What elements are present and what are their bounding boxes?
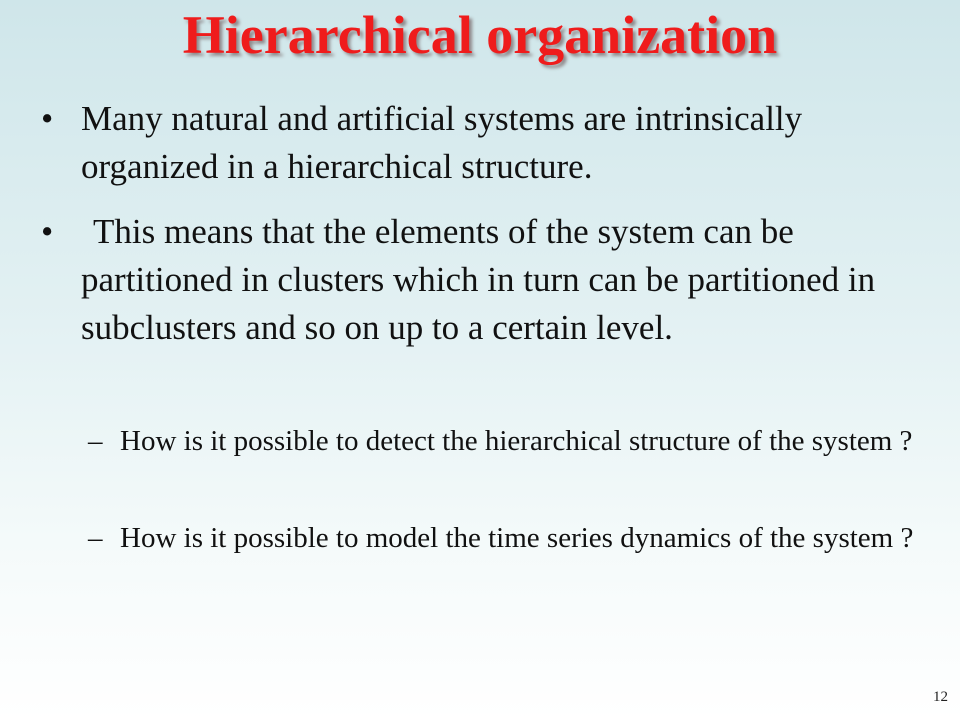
- sub-bullet-text: How is it possible to detect the hierarchical structure of the system ?: [120, 425, 913, 457]
- bullet-item-2: [41, 208, 911, 352]
- sub-bullet-item-2: [88, 517, 918, 559]
- sub-bullet-marker: –: [88, 425, 103, 457]
- slide-title: Hierarchical organization: [182, 5, 778, 65]
- sub-bullet-marker: –: [88, 522, 103, 554]
- page-number: 12: [933, 689, 948, 705]
- bullet-item-1: [41, 95, 911, 191]
- bullet-marker: •: [41, 99, 54, 138]
- sub-bullet-item-1: [88, 420, 918, 462]
- bullet-text: Many natural and artificial systems are intrinsically organized in a hierarchical structure.: [81, 99, 803, 186]
- sub-bullet-text: How is it possible to model the time series dynamics of the system ?: [120, 522, 914, 554]
- bullet-marker: •: [41, 212, 54, 251]
- bullet-text: This means that the elements of the system can be partitioned in clusters which in turn can be partitioned in subclusters and so on up to a certain level.: [81, 212, 876, 347]
